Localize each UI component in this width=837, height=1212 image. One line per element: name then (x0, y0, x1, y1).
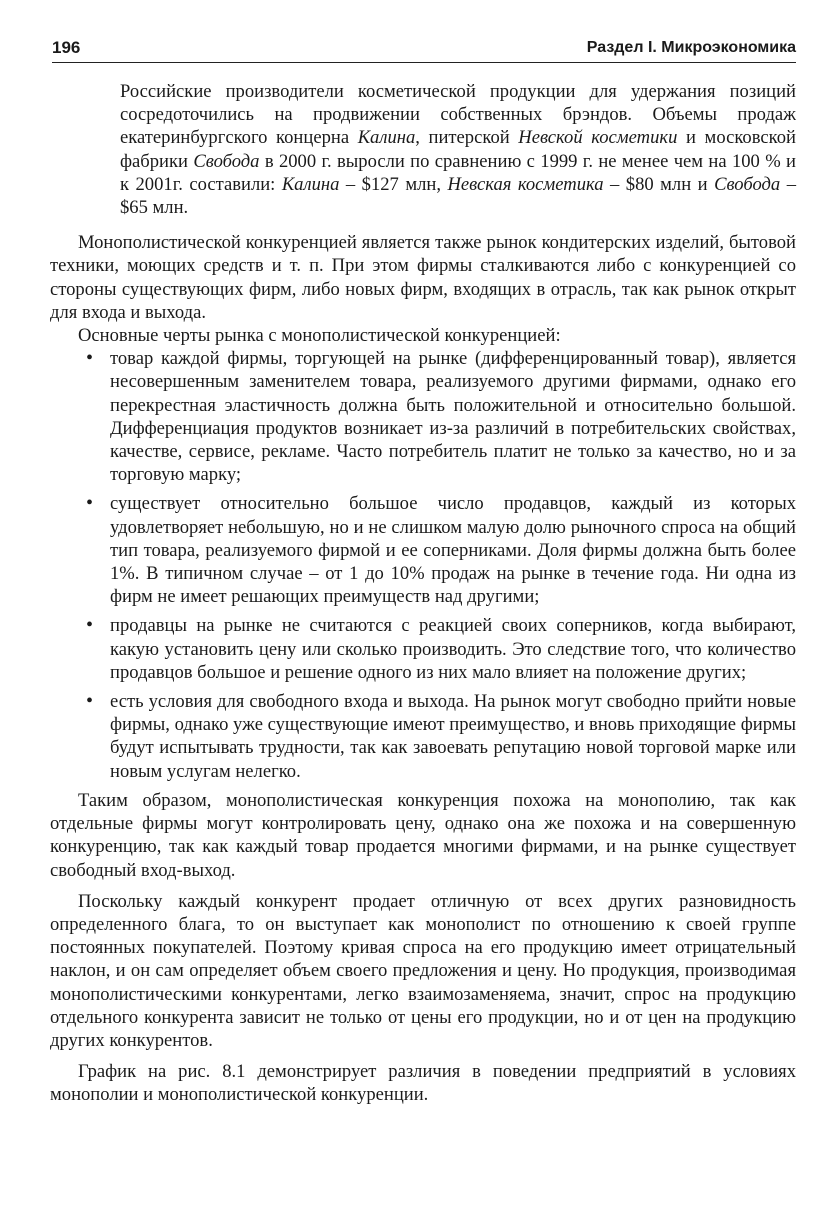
running-title: Раздел I. Микроэкономика (586, 39, 796, 56)
example-text-7: – $65 млн. (120, 173, 796, 219)
brand-nevskaya: Невской косметики (518, 127, 678, 149)
paragraph-3: Таким образом, монополистическая конкуренция похожа на монополию, так как отдельные фирмы могут контролировать цену, однако она же похожа и на совершенную конкуренцию, так как каждый товар продается многими фирмами, и на рынке существует свободный вход-выход. (50, 789, 796, 881)
example-text-2: , питерской (415, 127, 519, 149)
example-text-6: – $80 млн и (603, 173, 715, 195)
features-list (80, 347, 796, 783)
list-item: • продавцы на рынке не считаются с реакцией своих соперников, когда выбирают, какую установить цену или сколько производить. Это следствие того, что количество продавцов большое и решение одного из них мало влияет на положение других; (110, 614, 796, 684)
example-text-3: и московской фабрики (120, 127, 796, 172)
paragraph-4: Поскольку каждый конкурент продает отличную от всех других разновидность определенного блага, то он выступает как монополист по отношению к своей группе постоянных покупателей. Поэтому кривая спроса на его продукцию имеет отрицательный наклон, и он сам определяет объем своего предложения и цену. Но продукция, производимая монополистическими конкурентами, легко взаимозаменяема, значит, спрос на продукцию отдельного конкурента зависит не только от цены его продукции, но и от цен на продукцию других конкурентов. (50, 890, 796, 1051)
brand-svoboda: Свобода (193, 150, 260, 172)
list-item: • есть условия для свободного входа и выхода. На рынок могут свободно прийти новые фирмы, однако уже существующие имеют преимущество, и вновь приходящие фирмы будут испытывать трудности, так как завоевать репутацию новой торговой марке или новым услугам нелегко. (110, 690, 796, 783)
brand-svoboda-2: Свобода (714, 173, 781, 195)
example-text-5: – $127 млн, (339, 173, 448, 195)
list-item: • товар каждой фирмы, торгующей на рынке (дифференцированный товар), является несовершенным заменителем товара, реализуемого другими фирмами, однако его перекрестная эластичность должна быть положительной и относительно большой. Дифференциация продуктов возникает из-за различий в потребительских свойствах, качестве, сервисе, рекламе. Часто потребитель платит не только за качество, но и за торговую марку; (110, 347, 796, 486)
list-item: • существует относительно большое число продавцов, каждый из которых удовлетворяет небольшую, но и не слишком малую долю рыночного спроса на общий тип товара, реализуемого фирмой и ее соперниками. Доля фирмы должна быть более 1%. В типичном случае – от 1 до 10% продаж на рынке в течение года. Ни одна из фирм не имеет решающих преимуществ над другими; (110, 492, 796, 608)
example-text-1: Российские производители косметической продукции для удержания позиций сосредоточились на продвижении собственных брэндов. Объемы продаж екатеринбургского концерна (120, 81, 796, 149)
page-body (50, 80, 796, 1107)
brand-kalina-2: Калина (281, 173, 340, 195)
example-paragraph (120, 80, 796, 219)
brand-kalina: Калина (357, 127, 416, 149)
paragraph-1: Монополистической конкуренцией является также рынок кондитерских изделий, бытовой техники, моющих средств и т. п. При этом фирмы сталкиваются либо с конкуренцией со стороны существующих фирм, либо новых фирм, входящих в отрасль, так как рынок открыт для входа и выхода. (50, 232, 796, 323)
paragraph-2: Основные черты рынка с монополистической конкуренцией: (78, 325, 561, 347)
brand-nevskaya-2: Невская косметика (447, 173, 604, 195)
page-header (52, 38, 796, 63)
page-number: 196 (52, 38, 81, 57)
paragraph-5: График на рис. 8.1 демонстрирует различия в поведении предприятий в условиях монополии и монополистической конкуренции. (50, 1061, 796, 1106)
example-text-4: в 2000 г. выросли по сравнению с 1999 г. не менее чем на 100 % и к 2001г. составили: (120, 150, 796, 195)
